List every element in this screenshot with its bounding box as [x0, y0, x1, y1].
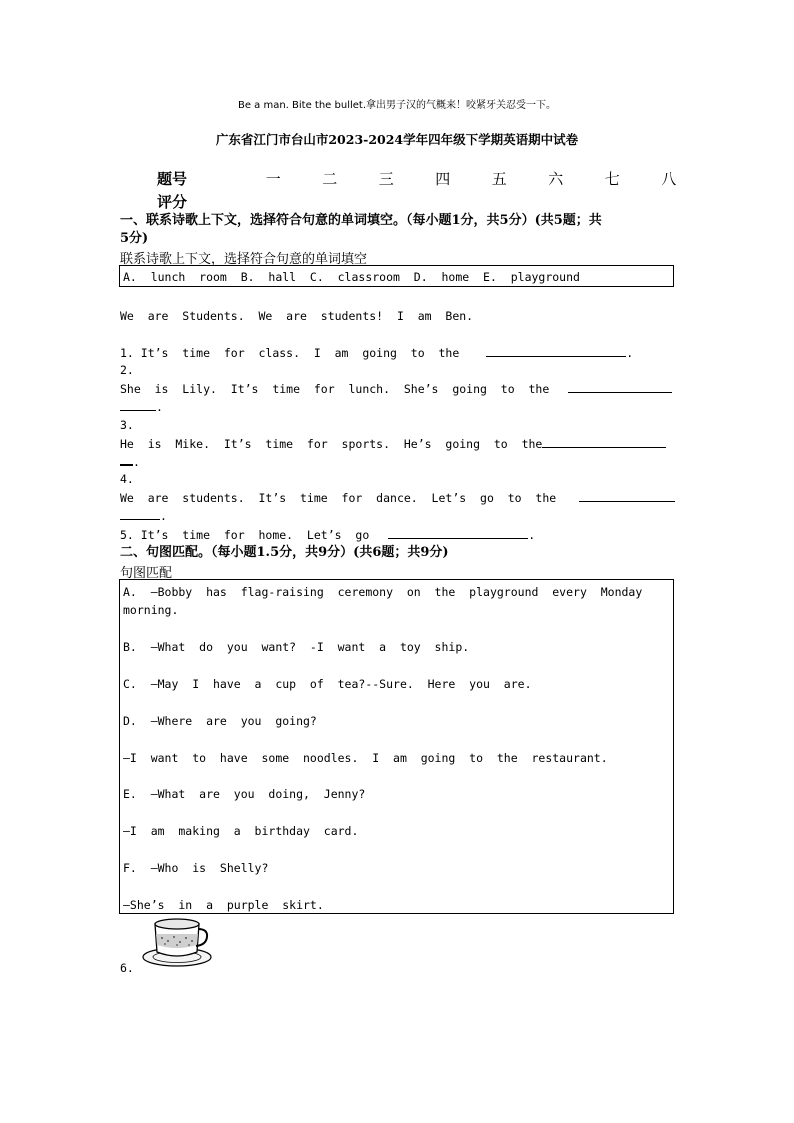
question-4-blank-cont[interactable] — [120, 519, 160, 520]
header-note: Be a man. Bite the bullet.拿出男子汉的气概来！咬紧牙关忍受一下。 — [237, 100, 557, 111]
section1-title-line2: 5分) — [120, 231, 149, 246]
cup-of-tea-icon — [140, 914, 214, 970]
question-2-number: 2. — [120, 363, 134, 377]
question-1 — [120, 346, 633, 360]
section2-sentences-box — [119, 579, 674, 914]
score-col-6: 六 — [548, 170, 564, 188]
question-4-text: We are students. It’s time for dance. Let’s go to the — [120, 491, 557, 505]
section1-intro: We are Students. We are students! I am Ben. — [120, 309, 474, 323]
question-3 — [120, 437, 666, 451]
score-col-3: 三 — [378, 170, 394, 188]
sentence-b: B. —What do you want? -I want a toy ship. — [123, 640, 470, 654]
question-3-cont — [120, 455, 140, 469]
sentence-c: C. —May I have a cup of tea?--Sure. Here you are. — [123, 677, 532, 691]
exam-title: 广东省江门市台山市2023-2024学年四年级下学期英语期中试卷 — [215, 132, 579, 147]
score-table-row2-label: 评分 — [157, 193, 188, 211]
question-5-period: . — [528, 528, 536, 542]
section2-title: 二、句图匹配。（每小题1.5分，共9分）(共6题；共9分) — [120, 545, 449, 560]
question-2-text: She is Lily. It’s time for lunch. She’s going to the — [120, 382, 550, 396]
question-4-number: 4. — [120, 472, 134, 486]
question-2-period: . — [156, 400, 163, 414]
question-3-blank[interactable] — [542, 447, 666, 448]
question-4-cont — [120, 509, 167, 523]
question-4-period: . — [160, 509, 167, 523]
question-2-blank[interactable] — [568, 392, 672, 393]
question-2 — [120, 382, 672, 396]
question-5-text: 5. It’s time for home. Let’s go — [120, 528, 370, 542]
score-col-7: 七 — [604, 170, 620, 188]
section2-subtitle: 句图匹配 — [120, 566, 173, 581]
score-col-2: 二 — [322, 170, 338, 188]
score-col-4: 四 — [435, 170, 451, 188]
sentence-f-answer: —She’s in a purple skirt. — [123, 898, 324, 912]
score-table-columns — [245, 168, 697, 189]
sentence-f: F. —Who is Shelly? — [123, 861, 269, 875]
section1-options-box — [119, 265, 674, 287]
question-1-period: . — [626, 346, 634, 360]
question-2-blank-cont[interactable] — [120, 410, 156, 411]
sentence-d-answer: —I want to have some noodles. I am going to the restaurant. — [123, 751, 608, 765]
score-col-8: 八 — [661, 170, 677, 188]
score-table-row1-label: 题号 — [157, 170, 188, 188]
question-2-cont — [120, 400, 163, 414]
question-1-blank[interactable] — [486, 356, 626, 357]
question-4-blank[interactable] — [579, 501, 675, 502]
sentence-e: E. —What are you doing, Jenny? — [123, 787, 366, 801]
question-5-blank[interactable] — [388, 538, 528, 539]
question-3-period: . — [133, 455, 140, 469]
sentence-a: A. —Bobby has flag-raising ceremony on the playground every Monday — [123, 585, 643, 599]
score-col-1: 一 — [265, 170, 281, 188]
question-3-text: He is Mike. It’s time for sports. He’s going to the — [120, 437, 543, 451]
section1-options: A. lunch room B. hall C. classroom D. home E. playground — [123, 270, 580, 284]
question-1-text: 1. It’s time for class. I am going to the — [120, 346, 460, 360]
section1-title-line1: 一、联系诗歌上下文，选择符合句意的单词填空。（每小题1分，共5分）(共5题；共 — [120, 213, 602, 228]
question-4 — [120, 491, 675, 505]
sentence-e-answer: —I am making a birthday card. — [123, 824, 359, 838]
question-6-number: 6. — [120, 961, 134, 975]
sentence-a-cont: morning. — [123, 603, 179, 617]
sentence-d: D. —Where are you going? — [123, 714, 317, 728]
score-col-5: 五 — [491, 170, 507, 188]
question-5 — [120, 528, 535, 542]
question-3-blank-cont[interactable] — [120, 464, 133, 466]
question-3-number: 3. — [120, 418, 134, 432]
section1-subtitle: 联系诗歌上下文，选择符合句意的单词填空 — [120, 252, 368, 267]
